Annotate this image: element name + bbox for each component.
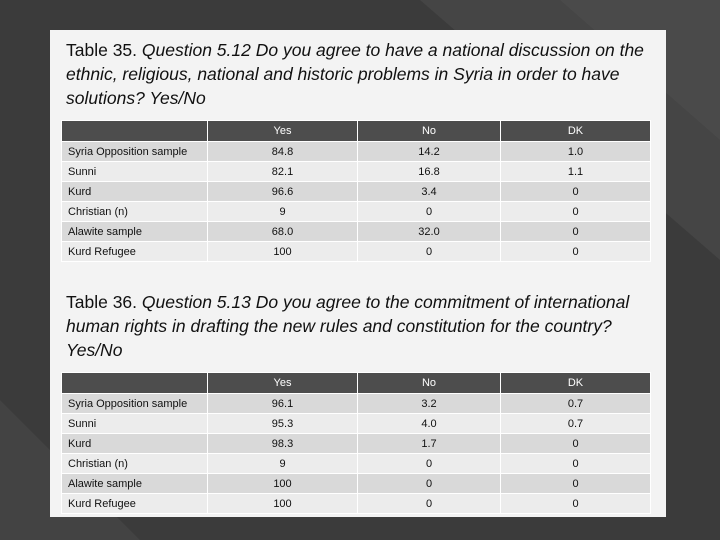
value-cell-no: 0 — [358, 494, 501, 514]
table-35-heading — [66, 38, 666, 110]
row-label-cell: Kurd Refugee — [62, 494, 208, 514]
value-cell-yes: 9 — [208, 202, 358, 222]
value-cell-no: 0 — [358, 202, 501, 222]
row-label-cell: Alawite sample — [62, 222, 208, 242]
table-row — [62, 414, 651, 434]
row-label-cell: Kurd Refugee — [62, 242, 208, 262]
row-label-cell: Sunni — [62, 162, 208, 182]
value-cell-dk: 1.1 — [501, 162, 651, 182]
value-cell-dk: 0 — [501, 242, 651, 262]
value-cell-yes: 100 — [208, 242, 358, 262]
value-cell-dk: 0 — [501, 474, 651, 494]
table-row — [62, 202, 651, 222]
table-row — [62, 242, 651, 262]
value-cell-no: 4.0 — [358, 414, 501, 434]
table-36-heading — [66, 290, 666, 362]
table-35-question: Question 5.12 Do you agree to have a national discussion on the ethnic, religious, national and historic problems in Syria in order to have solutions? Yes/No — [66, 40, 644, 108]
table-row — [62, 394, 651, 414]
value-cell-no: 32.0 — [358, 222, 501, 242]
value-cell-dk: 0.7 — [501, 394, 651, 414]
row-label-cell: Syria Opposition sample — [62, 394, 208, 414]
value-cell-dk: 0 — [501, 222, 651, 242]
value-cell-yes: 9 — [208, 454, 358, 474]
value-cell-yes: 100 — [208, 494, 358, 514]
value-cell-dk: 0 — [501, 202, 651, 222]
header-cell-no: No — [358, 121, 501, 142]
value-cell-no: 3.2 — [358, 394, 501, 414]
table-36-number: Table 36. — [66, 292, 138, 312]
table-row — [62, 494, 651, 514]
value-cell-yes: 100 — [208, 474, 358, 494]
header-cell-dk: DK — [501, 373, 651, 394]
header-cell-dk: DK — [501, 121, 651, 142]
value-cell-dk: 1.0 — [501, 142, 651, 162]
table-row — [62, 162, 651, 182]
value-cell-no: 14.2 — [358, 142, 501, 162]
header-cell-yes: Yes — [208, 121, 358, 142]
header-cell-label — [62, 373, 208, 394]
table-row — [62, 182, 651, 202]
value-cell-yes: 96.6 — [208, 182, 358, 202]
table-header-row — [62, 373, 651, 394]
row-label-cell: Christian (n) — [62, 454, 208, 474]
value-cell-no: 3.4 — [358, 182, 501, 202]
value-cell-yes: 68.0 — [208, 222, 358, 242]
value-cell-dk: 0.7 — [501, 414, 651, 434]
header-cell-yes: Yes — [208, 373, 358, 394]
value-cell-yes: 96.1 — [208, 394, 358, 414]
value-cell-no: 0 — [358, 242, 501, 262]
row-label-cell: Kurd — [62, 182, 208, 202]
header-cell-no: No — [358, 373, 501, 394]
value-cell-yes: 84.8 — [208, 142, 358, 162]
value-cell-no: 0 — [358, 454, 501, 474]
table-row — [62, 474, 651, 494]
table-35-number: Table 35. — [66, 40, 138, 60]
row-label-cell: Alawite sample — [62, 474, 208, 494]
row-label-cell: Sunni — [62, 414, 208, 434]
value-cell-no: 0 — [358, 474, 501, 494]
value-cell-no: 1.7 — [358, 434, 501, 454]
header-cell-label — [62, 121, 208, 142]
value-cell-dk: 0 — [501, 182, 651, 202]
table-row — [62, 142, 651, 162]
value-cell-no: 16.8 — [358, 162, 501, 182]
value-cell-dk: 0 — [501, 454, 651, 474]
row-label-cell: Syria Opposition sample — [62, 142, 208, 162]
table-row — [62, 222, 651, 242]
table-36-question: Question 5.13 Do you agree to the commitment of international human rights in drafting the new rules and constitution for the country? Yes/No — [66, 292, 630, 360]
value-cell-dk: 0 — [501, 434, 651, 454]
value-cell-dk: 0 — [501, 494, 651, 514]
table-36 — [61, 372, 651, 514]
table-35 — [61, 120, 651, 262]
value-cell-yes: 82.1 — [208, 162, 358, 182]
table-header-row — [62, 121, 651, 142]
value-cell-yes: 95.3 — [208, 414, 358, 434]
row-label-cell: Kurd — [62, 434, 208, 454]
value-cell-yes: 98.3 — [208, 434, 358, 454]
row-label-cell: Christian (n) — [62, 202, 208, 222]
table-row — [62, 434, 651, 454]
table-row — [62, 454, 651, 474]
